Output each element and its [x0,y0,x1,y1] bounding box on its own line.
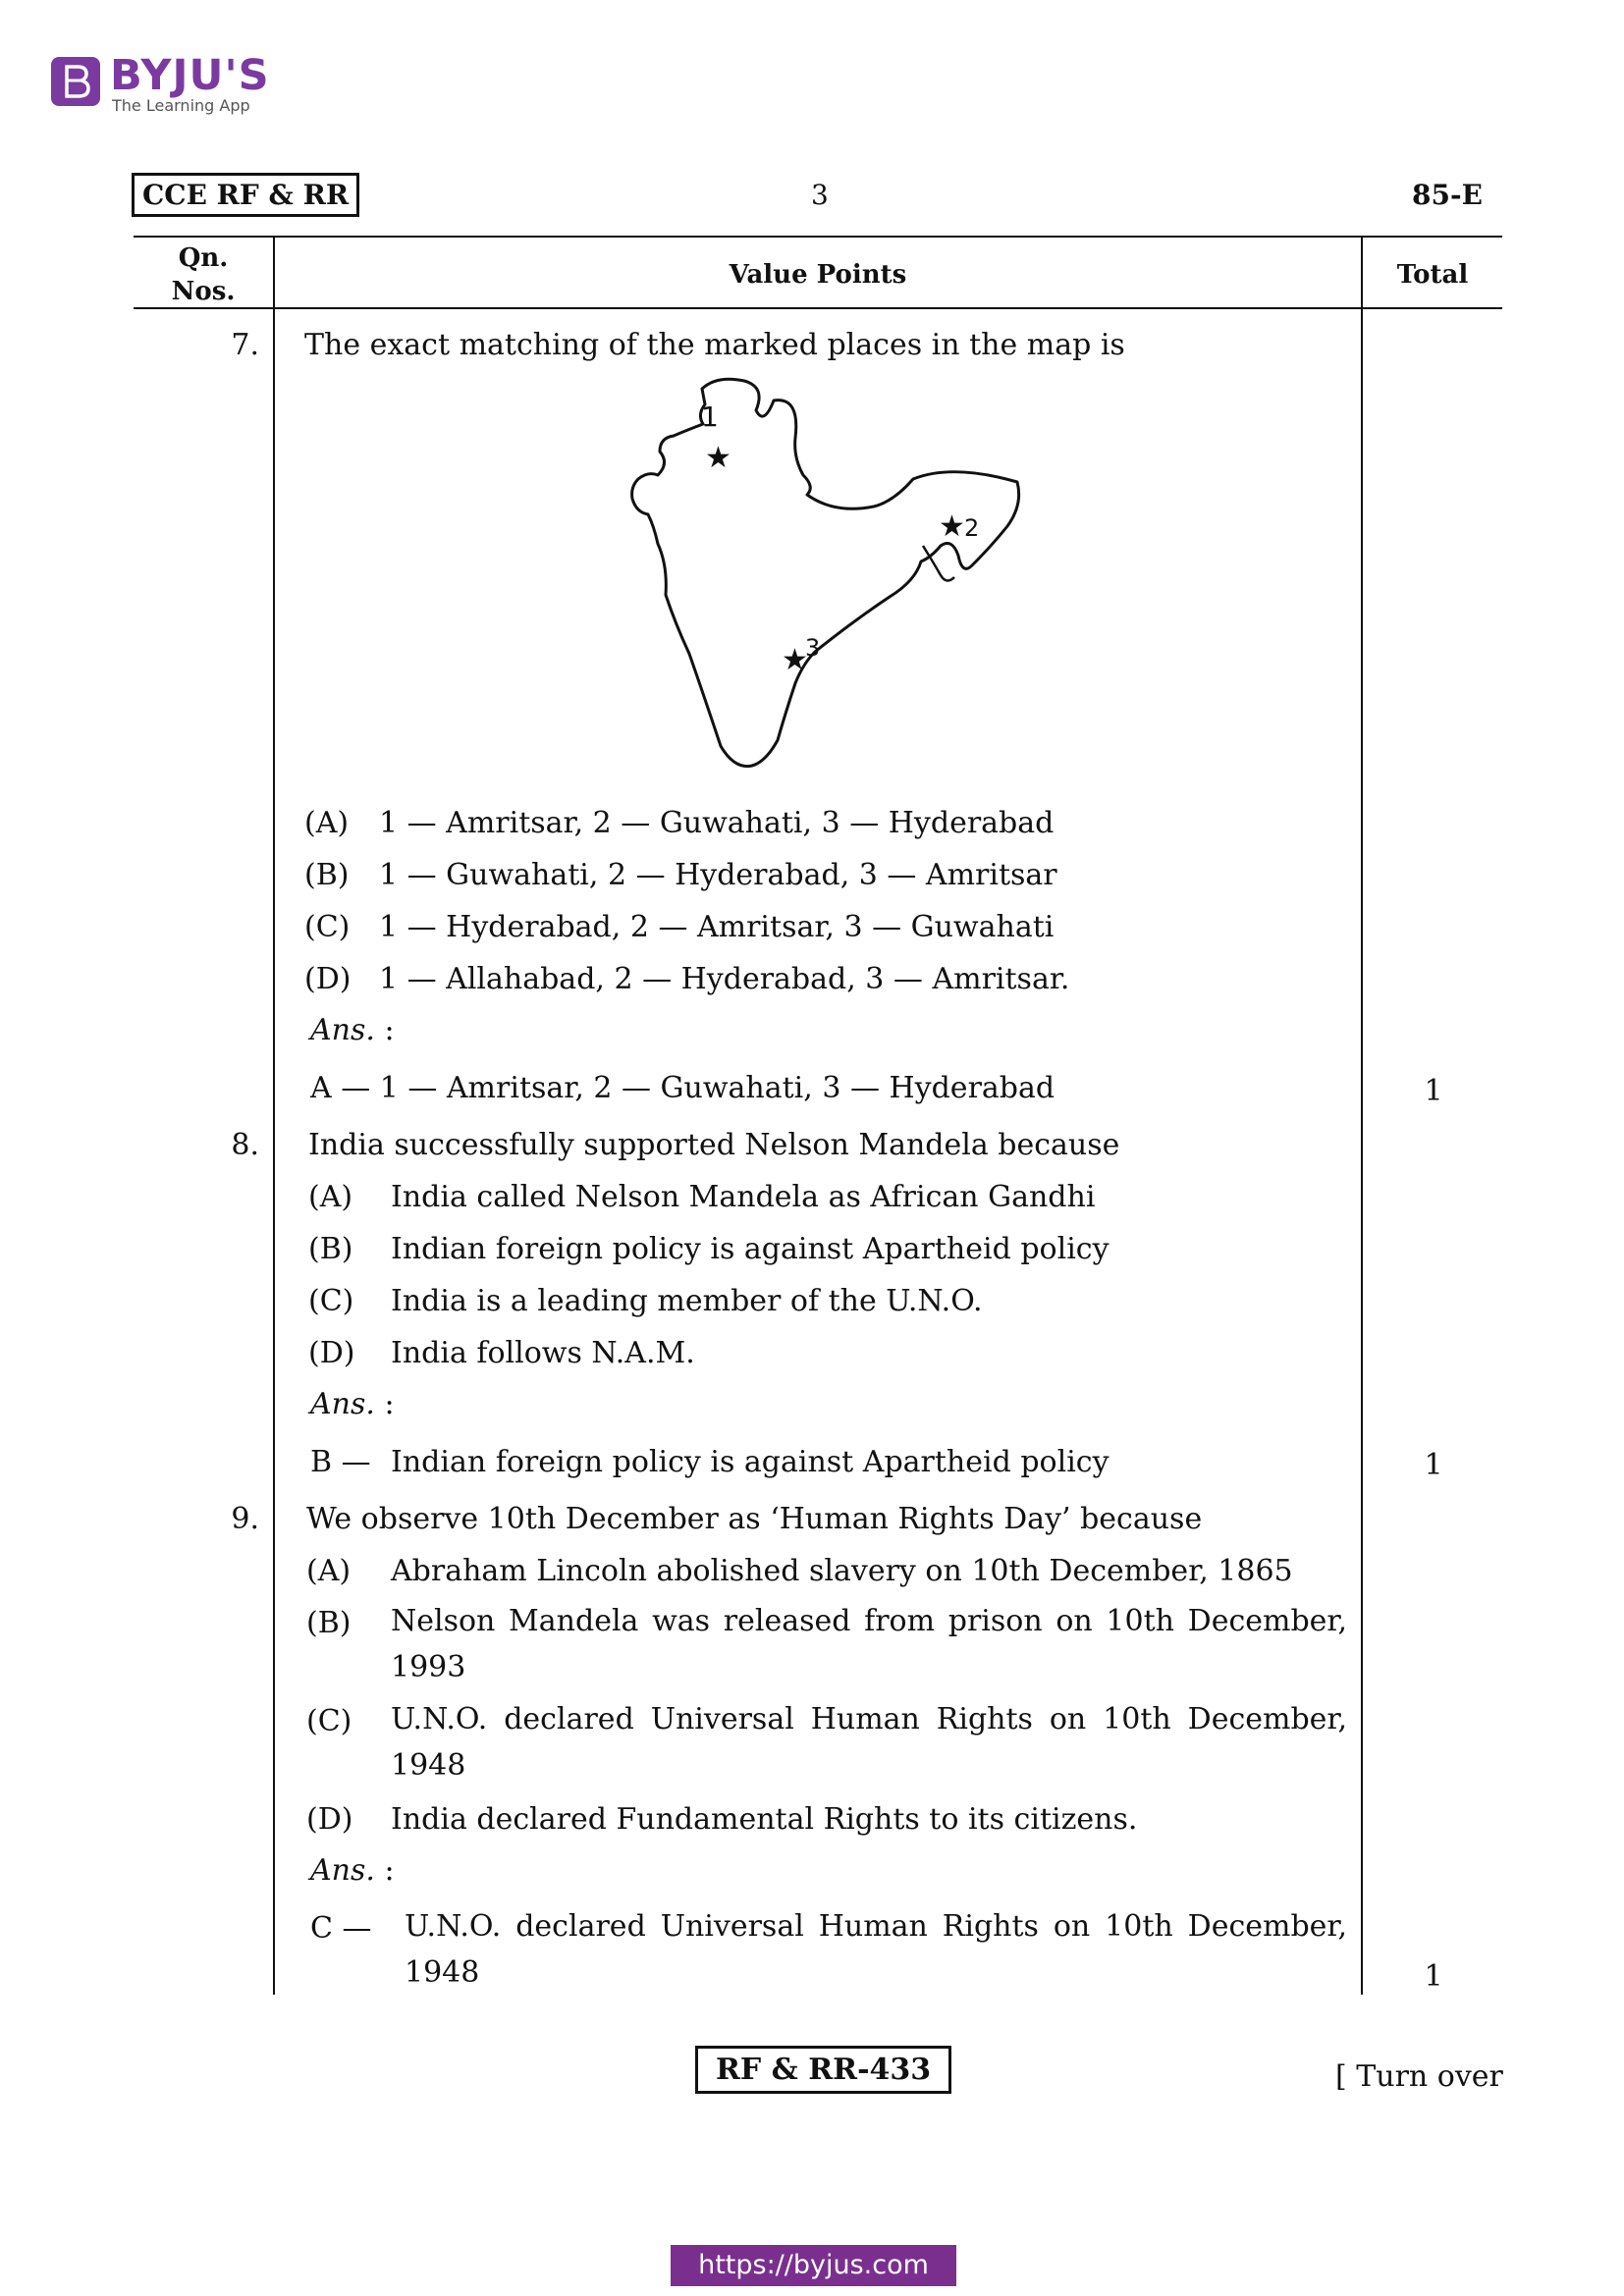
q7-option-b-text: 1 — Guwahati, 2 — Hyderabad, 3 — Amritsar [379,858,1057,892]
q8-number: 8. [231,1128,259,1162]
byjus-url-banner[interactable]: https://byjus.com [671,2245,956,2286]
q7-option-c-text: 1 — Hyderabad, 2 — Amritsar, 3 — Guwahati [379,910,1055,944]
q8-mark: 1 [1424,1448,1443,1482]
q8-option-a-label: (A) [308,1180,353,1214]
map-label-1: 1 [701,400,719,433]
q9-ans-label [310,1853,395,1888]
q7-option-a-text: 1 — Amritsar, 2 — Guwahati, 3 — Hyderabad [379,806,1055,840]
byjus-logo [49,51,270,116]
q8-ans-label [310,1387,395,1421]
india-map [619,369,1031,781]
map-star-3: ★ [782,643,808,677]
q9-option-b-text: Nelson Mandela was released from prison on 10th December, 1993 [391,1604,1347,1684]
q8-option-d-text: India follows N.A.M. [391,1336,695,1370]
q7-option-d-label: (D) [304,962,352,996]
header-qn-line1: Qn. [178,243,229,273]
q8-answer: Indian foreign policy is against Apartheid policy [391,1445,1110,1479]
q8-ans-word: Ans. [310,1387,375,1421]
logo-tagline: The Learning App [112,96,250,115]
table-top-rule [134,236,1502,238]
q8-option-d-label: (D) [308,1336,355,1370]
logo-wordmark: BYJU'S [110,51,270,100]
paper-code: 85-E [1412,179,1483,211]
column-divider-right [1361,236,1363,1995]
q9-mark: 1 [1424,1959,1443,1994]
q7-text: The exact matching of the marked places in the map is [304,328,1125,362]
q9-option-d-text: India declared Fundamental Rights to its citizens. [391,1802,1138,1837]
q9-option-c-label: (C) [306,1704,352,1738]
table-header-rule [134,307,1502,309]
q8-option-b-text: Indian foreign policy is against Apartheid policy [391,1232,1110,1266]
map-star-1: ★ [705,441,731,475]
q8-option-c-label: (C) [308,1284,354,1318]
q9-answer: U.N.O. declared Universal Human Rights on 10th December, 1948 [405,1909,1347,1990]
map-label-2: 2 [964,514,980,542]
q7-mark: 1 [1424,1074,1443,1108]
q9-option-b-label: (B) [306,1606,352,1640]
q8-text: India successfully supported Nelson Mandela because [308,1128,1120,1162]
q9-option-c-text: U.N.O. declared Universal Human Rights on 10th December, 1948 [391,1702,1347,1783]
exam-code-box: CCE RF & RR [132,173,359,217]
q9-ans-word: Ans. [310,1853,375,1888]
q7-option-c-label: (C) [304,910,351,944]
q7-number: 7. [231,328,259,362]
q9-number: 9. [231,1502,259,1536]
turn-over-note: [ Turn over [1335,2059,1503,2094]
q9-ans-colon: : [374,1853,395,1888]
page-number: 3 [811,179,829,211]
q8-option-a-text: India called Nelson Mandela as African Gandhi [391,1180,1096,1214]
q9-option-a-label: (A) [306,1554,352,1588]
q7-ans-word: Ans. [310,1013,375,1047]
header-qn-line2: Nos. [171,277,236,306]
q7-ans-colon: : [374,1013,395,1047]
q9-answer-letter: C — [310,1911,372,1946]
map-label-3: 3 [805,634,821,662]
footer-code-box: RF & RR-433 [695,2046,951,2094]
q7-answer: A — 1 — Amritsar, 2 — Guwahati, 3 — Hyderabad [310,1071,1056,1105]
q8-answer-letter: B — [310,1445,371,1479]
header-value-points: Value Points [729,260,907,290]
q8-ans-colon: : [374,1387,395,1421]
q7-option-d-text: 1 — Allahabad, 2 — Hyderabad, 3 — Amritsar. [379,962,1070,996]
q7-ans-label [310,1013,395,1047]
q9-option-a-text: Abraham Lincoln abolished slavery on 10th December, 1865 [391,1554,1293,1588]
header-total: Total [1396,260,1469,290]
q9-option-d-label: (D) [306,1802,353,1837]
q7-option-b-label: (B) [304,858,350,892]
byjus-logo-icon [49,55,102,108]
map-star-2: ★ [939,509,965,544]
q8-option-c-text: India is a leading member of the U.N.O. [391,1284,983,1318]
q9-text: We observe 10th December as ‘Human Rights Day’ because [306,1502,1203,1536]
q7-option-a-label: (A) [304,806,350,840]
column-divider-left [273,236,275,1995]
q8-option-b-label: (B) [308,1232,353,1266]
